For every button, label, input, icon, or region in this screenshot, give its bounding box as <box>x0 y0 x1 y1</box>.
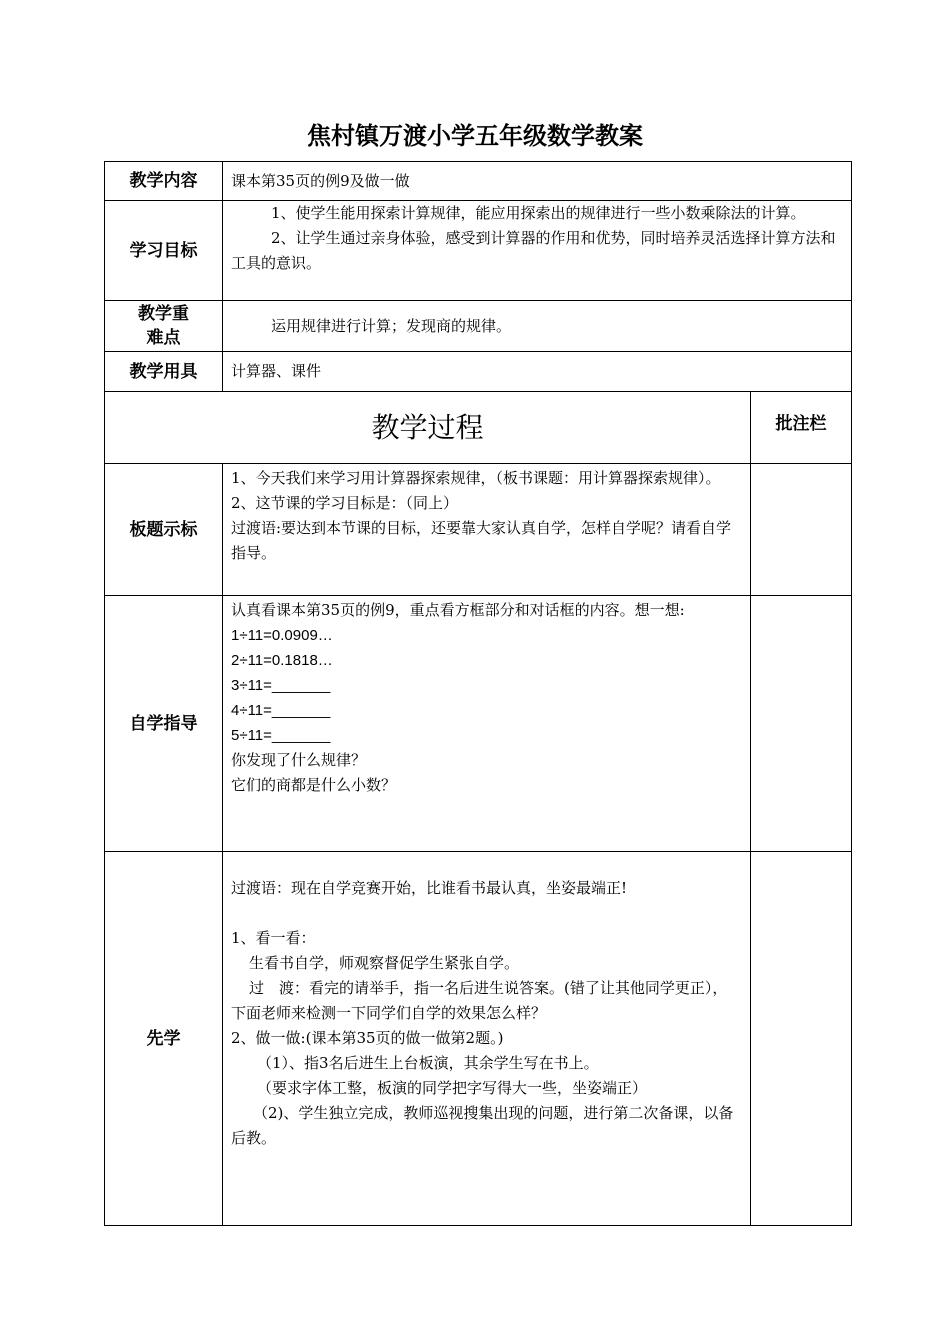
page-title: 焦村镇万渡小学五年级数学教案 <box>307 122 643 150</box>
first-study-text <box>223 852 750 1225</box>
tools-label: 教学用具 <box>129 361 198 382</box>
first-line-4: 过 渡：看完的请举手，指一名后进生说答案。(错了让其他同学更正），下面老师来检测一下同学们自学的效果怎么样？ <box>231 979 728 1022</box>
tools-value: 计算器、课件 <box>231 362 322 380</box>
equation-3: 3÷11=_______ <box>231 677 331 694</box>
first-line-6: （1）、指3名后进生上台板演，其余学生写在书上。 <box>257 1054 599 1072</box>
goal-1: 1、使学生能用探索计算规律，能应用探索出的规律进行一些小数乘除法的计算。 <box>271 204 806 222</box>
equation-4: 4÷11=_______ <box>231 702 331 719</box>
key-label-line1: 教学重 <box>138 304 189 324</box>
first-line-8: （2)、学生独立完成，教师巡视搜集出现的问题，进行第二次备课，以备后教。 <box>231 1104 734 1147</box>
first-line-5: 2、做一做:(课本第35页的做一做第2题。) <box>231 1029 504 1047</box>
blank-line <box>231 901 742 926</box>
guide-question-1: 你发现了什么规律？ <box>231 751 367 769</box>
key-value <box>223 301 851 351</box>
content-value: 课本第35页的例9及做一做 <box>231 171 410 190</box>
guide-question-2: 它们的商都是什么小数？ <box>231 776 397 794</box>
board-line-2: 2、这节课的学习目标是：（同上） <box>231 494 459 512</box>
board-line-1: 1、今天我们来学习用计算器探索规律，（板书课题：用计算器探索规律）。 <box>231 469 721 487</box>
equation-5: 5÷11=_______ <box>231 727 331 744</box>
first-line-1: 过渡语：现在自学竞赛开始，比谁看书最认真，坐姿最端正! <box>231 879 628 897</box>
first-line-2: 1、看一看： <box>231 929 316 947</box>
key-text: 运用规律进行计算；发现商的规律。 <box>271 316 512 335</box>
guide-text <box>223 596 750 851</box>
board-label: 板题示标 <box>129 519 198 540</box>
guide-label: 自学指导 <box>129 713 198 734</box>
guide-intro: 认真看课本第35页的例9，重点看方框部分和对话框的内容。想一想: <box>231 601 685 619</box>
board-line-3: 过渡语:要达到本节课的目标，还要靠大家认真自学，怎样自学呢？请看自学指导。 <box>231 519 732 562</box>
goals-text <box>223 201 851 300</box>
first-line-3: 生看书自学，师观察督促学生紧张自学。 <box>249 954 520 972</box>
key-label-line2: 难点 <box>146 328 181 348</box>
process-title: 教学过程 <box>371 410 484 444</box>
first-study-label: 先学 <box>146 1028 181 1049</box>
equation-2: 2÷11=0.1818… <box>231 652 333 669</box>
content-label: 教学内容 <box>129 171 198 191</box>
first-line-7: （要求字体工整，板演的同学把字写得大一些，坐姿端正） <box>257 1079 648 1097</box>
key-label <box>105 301 222 351</box>
board-text <box>223 464 750 595</box>
goal-2: 2、让学生通过亲身体验，感受到计算器的作用和优势，同时培养灵活选择计算方法和工具的意识。 <box>231 229 836 272</box>
equation-1: 1÷11=0.0909… <box>231 627 333 644</box>
notes-column-header: 批注栏 <box>775 414 827 434</box>
goals-label: 学习目标 <box>129 240 198 261</box>
